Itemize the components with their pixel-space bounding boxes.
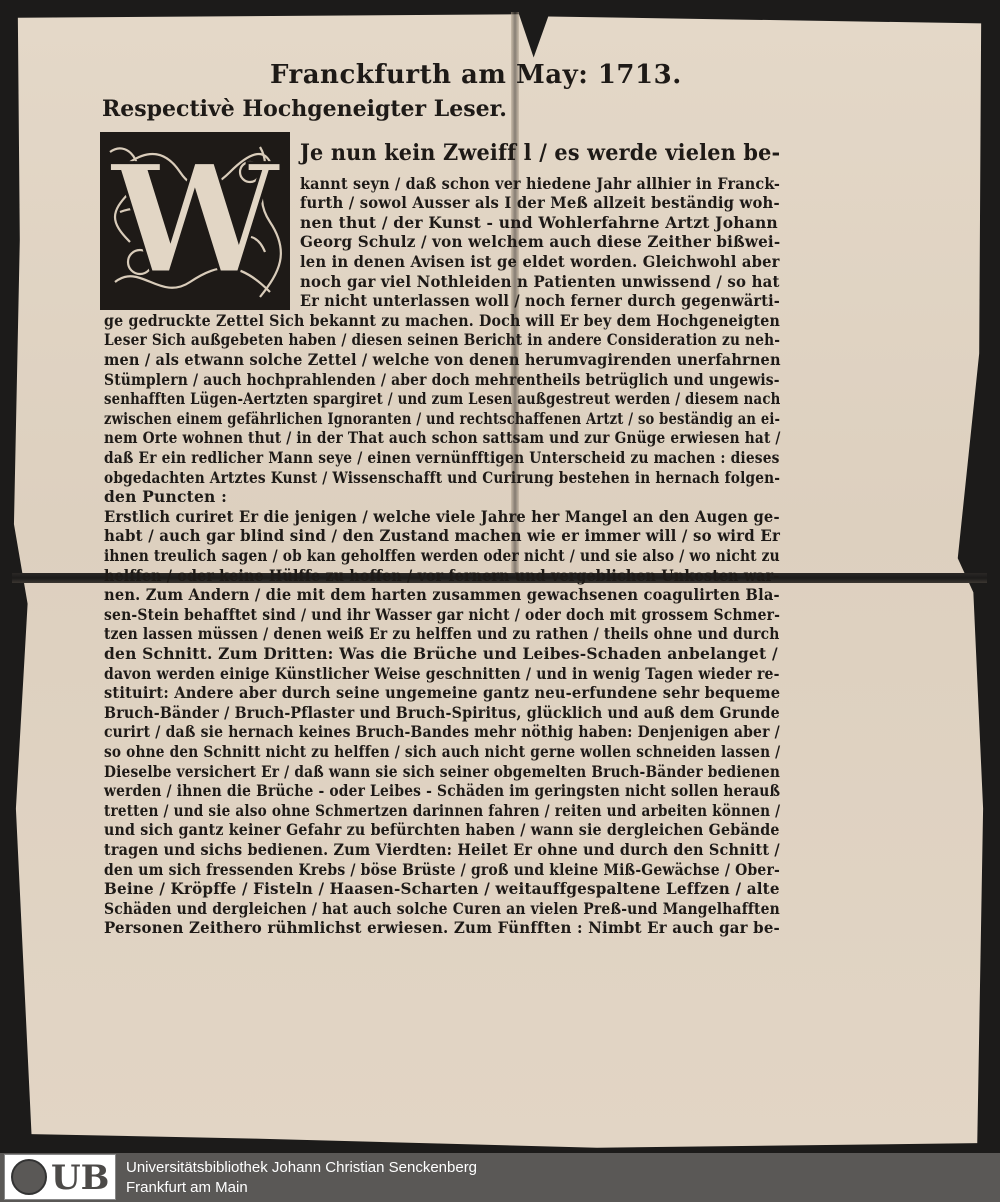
text-line: und sich gantz keiner Gefahr zu befürchten haben / wann sie dergleichen Gebände: [104, 820, 780, 840]
text-line: stituirt: Andere aber durch seine ungemeine gantz neu-erfundene sehr bequeme: [104, 683, 781, 703]
text-line: tretten / und sie also ohne Schmertzen darinnen fahren / reiten und arbeiten können /: [104, 800, 781, 820]
text-line: Dieselbe versichert Er / daß wann sie sich seiner obgemelten Bruch-Bänder bedienen: [104, 761, 781, 781]
text-line: Er nicht unterlassen woll / noch ferner durch gegenwärti-: [300, 291, 781, 311]
text-line: ihnen treulich sagen / ob kan geholffen werden oder nicht / und sie also / wo nicht zu: [104, 546, 780, 565]
text-line: men / als etwann solche Zettel / welche von denen herumvagirenden unerfahrnen: [104, 350, 781, 369]
text-line: werden / ihnen die Brüche - oder Leibes - Schäden im geringsten nicht sollen herauß: [104, 781, 781, 801]
text-line: den Schnitt. Zum Dritten: Was die Brüche und Leibes-Schaden anbelanget /: [104, 644, 778, 663]
text-line: noch gar viel Nothleiden n Patienten unwissend / so hat: [300, 271, 780, 291]
footer-credit: [126, 1158, 726, 1198]
document-header: Franckfurth am May: 1713.: [270, 60, 682, 90]
footer-city: Frankfurt am Main: [126, 1179, 248, 1196]
logo-ub-text: UB: [51, 1158, 110, 1198]
text-line: Beine / Kröpffe / Fisteln / Haasen-Scharten / weitauffgespaltene Leffzen / alte: [104, 879, 780, 899]
text-line: daß Er ein redlicher Mann seye / einen vernünfftigen Unterscheid zu machen : dieses: [104, 448, 780, 467]
initial-letter: W: [110, 132, 280, 308]
document-salutation: Respectivè Hochgeneigter Leser.: [102, 96, 507, 122]
library-logo[interactable]: [4, 1154, 116, 1200]
text-line: obgedachten Artztes Kunst / Wissenschafft und Curirung bestehen in hernach folgen-: [104, 467, 781, 487]
text-line: zwischen einem gefährlichen Ignoranten / und rechtschaffenen Artzt / so beständig an ei-: [104, 408, 781, 428]
text-line: tragen und sichs bedienen. Zum Vierdten: Heilet Er ohne und durch den Schnitt /: [104, 840, 780, 859]
text-line: Stümplern / auch hochprahlenden / aber doch mehrentheils betrüglich und ungewis-: [104, 369, 780, 389]
text-line: nen thut / der Kunst - und Wohlerfahrne Artzt Johann: [300, 212, 778, 232]
text-line: so ohne den Schnitt nicht zu helffen / sich auch nicht gerne wollen schneiden lassen /: [104, 742, 781, 761]
footer-library-name: Universitätsbibliothek Johann Christian Senckenberg: [126, 1159, 478, 1176]
text-line: helffen / oder keine Hülffe zu hoffen / vor fernern und vergeblichen Unkosten war-: [104, 565, 780, 585]
text-line: Je nun kein Zweiff l / es werde vielen be-: [300, 140, 781, 166]
text-line: tzen lassen müssen / denen weiß Er zu helffen und zu rathen / theils ohne und durch: [104, 624, 780, 644]
text-line: den Puncten :: [104, 487, 228, 507]
text-line: kannt seyn / daß schon ver hiedene Jahr allhier in Franck-: [300, 173, 781, 193]
text-line: habt / auch gar blind sind / den Zustand machen wie er immer will / so wird Er: [104, 526, 781, 546]
text-line: senhafften Lügen-Aertzten spargiret / und zum Lesen außgestreut werden / diesem nach: [104, 389, 781, 409]
text-line: Schäden und dergleichen / hat auch solche Curen an vielen Preß-und Mangelhafften: [104, 898, 780, 918]
text-line: sen-Stein behafftet sind / und ihr Wasser gar nicht / oder doch mit grossem Schmer-: [104, 604, 781, 624]
text-line: nem Orte wohnen thut / in der That auch schon sattsam und zur Gnüge erwiesen hat /: [104, 428, 781, 448]
text-line: Leser Sich außgebeten haben / diesen seinen Bericht in andere Consideration zu neh-: [104, 330, 781, 350]
text-line: davon werden einige Künstlicher Weise geschnitten / und in wenig Tagen wieder re-: [104, 663, 780, 683]
text-line: ge gedruckte Zettel Sich bekannt zu machen. Doch will Er bey dem Hochgeneigten: [104, 310, 781, 330]
text-line: Erstlich curiret Er die jenigen / welche viele Jahre her Mangel an den Augen ge-: [104, 506, 780, 526]
text-line: len in denen Avisen ist ge eldet worden. Gleichwohl aber: [300, 252, 780, 271]
text-line: curirt / daß sie hernach keines Bruch-Bandes mehr nöthig haben: Denjenigen aber /: [104, 722, 780, 742]
text-line: Personen Zeithero rühmlichst erwiesen. Zum Fünfften : Nimbt Er auch gar be-: [104, 918, 780, 938]
library-seal-icon: [11, 1159, 47, 1195]
text-line: Georg Schulz / von welchem auch diese Zeither bißwei-: [300, 232, 781, 252]
text-line: furth / sowol Ausser als I der Meß allzeit beständig woh-: [300, 193, 780, 213]
text-line: Bruch-Bänder / Bruch-Pflaster und Bruch-Spiritus, glücklich und auß dem Grunde: [104, 702, 780, 722]
decorated-initial-w: [100, 132, 290, 310]
text-line: den um sich fressenden Krebs / böse Brüste / groß und kleine Miß-Gewächse / Ober-: [104, 859, 780, 879]
text-line: nen. Zum Andern / die mit dem harten zusammen gewachsenen coagulirten Bla-: [104, 585, 780, 605]
